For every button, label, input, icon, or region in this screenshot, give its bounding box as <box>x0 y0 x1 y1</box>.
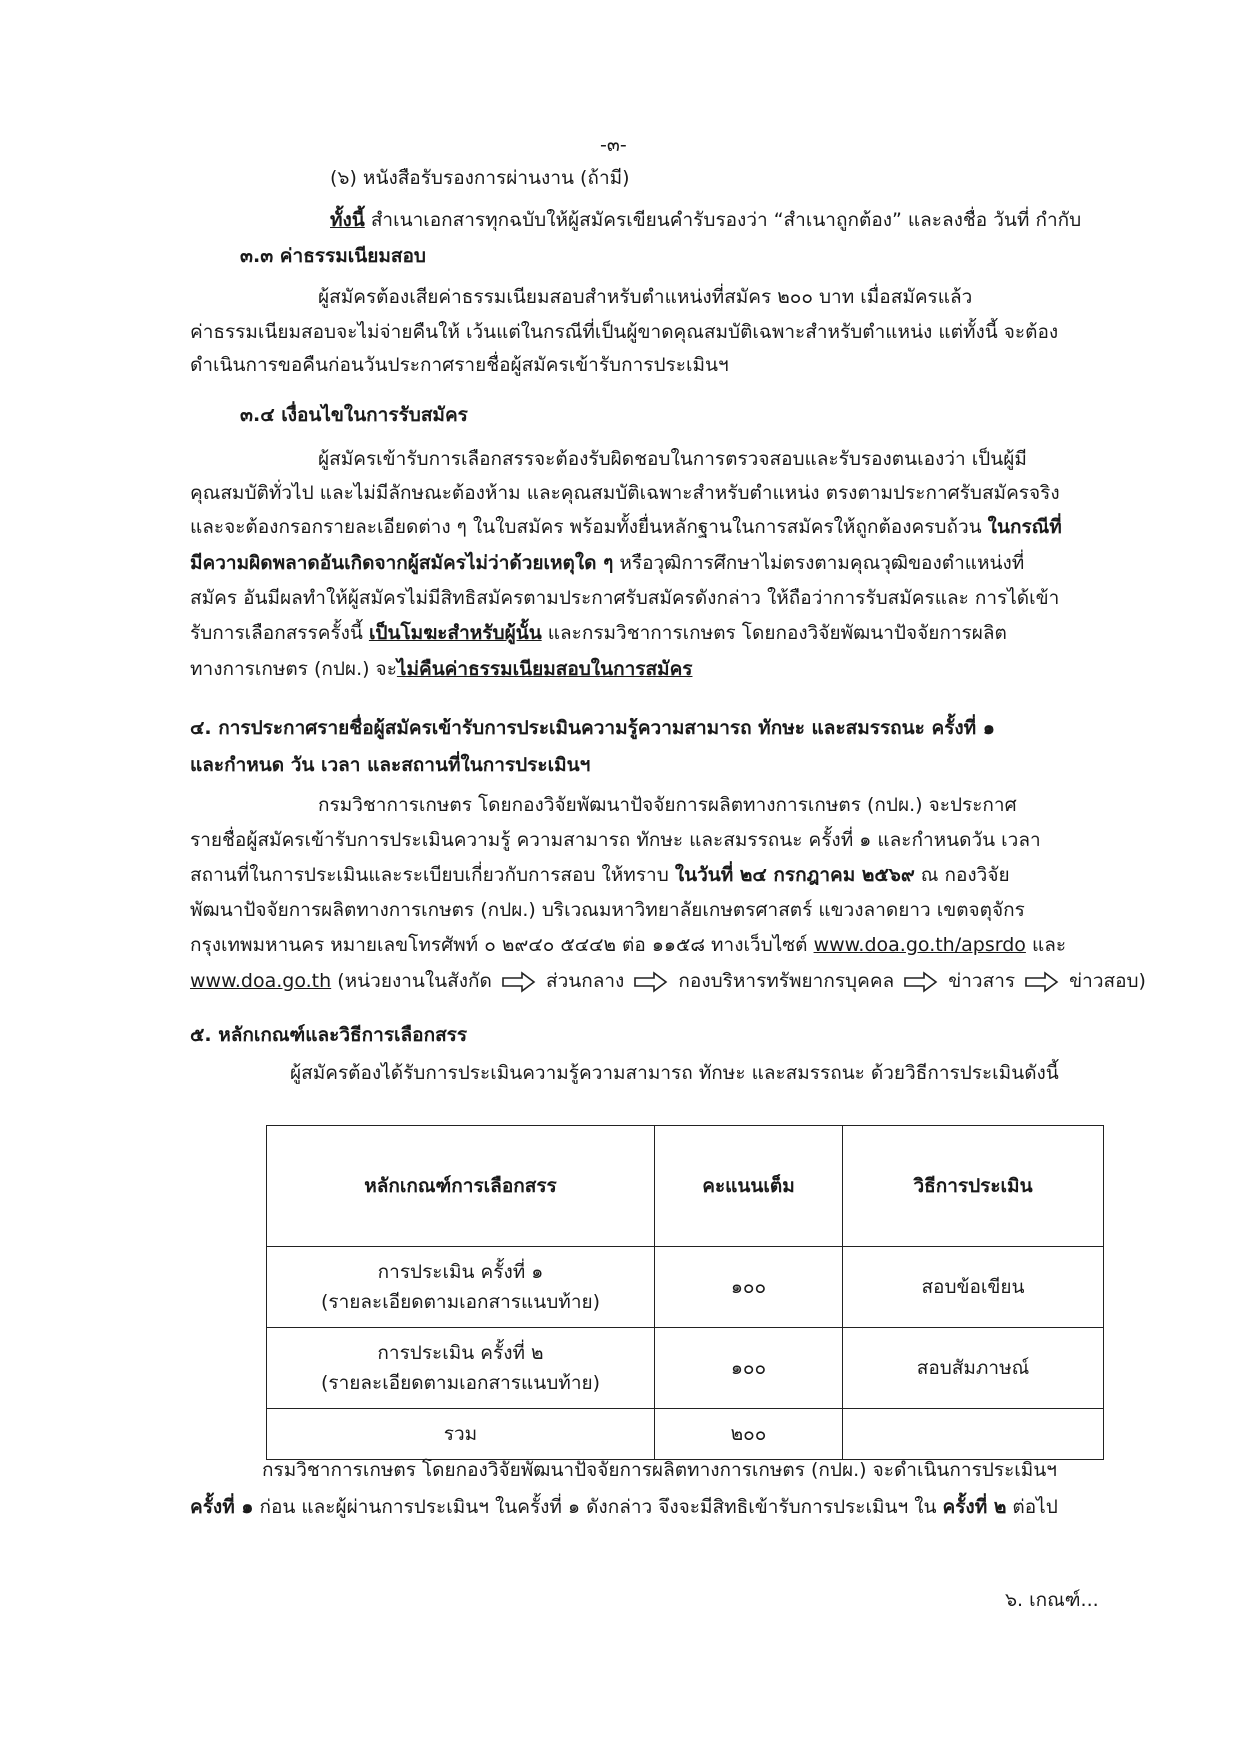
section-3-3-line-2: ค่าธรรมเนียมสอบจะไม่จ่ายคืนให้ เว้นแต่ในกรณีที่เป็นผู้ขาดคุณสมบัติเฉพาะสำหรับตำแหน่ง แต่ทั้งนี้ จะต้อง <box>190 321 1059 343</box>
item-6: (๖) หนังสือรับรองการผ่านงาน (ถ้ามี) <box>330 167 630 189</box>
section-4-line-4: พัฒนาปัจจัยการผลิตทางการเกษตร (กปผ.) บริเวณมหาวิทยาลัยเกษตรศาสตร์ แขวงลาดยาว เขตจตุจักร <box>190 899 1025 921</box>
right-arrow-icon <box>904 971 938 993</box>
section-3-4-line-3 <box>190 512 1062 542</box>
closing-line-2-end: ต่อไป <box>1006 1496 1058 1518</box>
section-3-4-line-5: สมัคร อันมีผลทำให้ผู้สมัครไม่มีสิทธิสมัครตามประกาศรับสมัครดังกล่าว ให้ถือว่าการรับสมัครและ การได้เข้า <box>190 587 1060 609</box>
table-row <box>267 1247 1104 1328</box>
section-4-line-5-end: และ <box>1025 934 1067 956</box>
table-cell-score: ๑๐๐ <box>655 1247 843 1328</box>
section-4-line-2: รายชื่อผู้สมัครเข้ารับการประเมินความรู้ ความสามารถ ทักษะ และสมรรถนะ ครั้งที่ ๑ และกำหนดวัน เวลา <box>190 829 1041 851</box>
table-cell-criteria <box>267 1328 655 1409</box>
table-cell-empty <box>843 1409 1104 1460</box>
section-5-heading: ๕. หลักเกณฑ์และวิธีการเลือกสรร <box>190 1024 468 1046</box>
criteria-note: (รายละเอียดตามเอกสารแนบท้าย) <box>320 1372 601 1394</box>
section-4-date: ในวันที่ ๒๔ กรกฎาคม ๒๕๖๙ <box>674 864 915 886</box>
closing-round-2: ครั้งที่ ๒ <box>942 1496 1007 1518</box>
section-3-4-line-4-text: หรือวุฒิการศึกษาไม่ตรงตามคุณวุฒิของตำแหน่งที่ <box>613 552 1025 574</box>
section-3-3-line-1 <box>318 282 1110 312</box>
section-3-4-line-3-bold: ในกรณีที่ <box>987 516 1062 538</box>
note-lead: ทั้งนี้ <box>330 209 365 231</box>
section-3-4-line-7-text: ทางการเกษตร (กปผ.) จะ <box>190 658 397 680</box>
section-3-4-line-2: คุณสมบัติทั่วไป และไม่มีลักษณะต้องห้าม และคุณสมบัติเฉพาะสำหรับตำแหน่ง ตรงตามประกาศรับสมัครจริง <box>190 482 1060 504</box>
section-4-line-3 <box>190 860 1010 890</box>
criteria-title: การประเมิน ครั้งที่ ๑ <box>377 1261 544 1283</box>
section-4-heading-line-1: ๔. การประกาศรายชื่อผู้สมัครเข้ารับการประเมินความรู้ความสามารถ ทักษะ และสมรรถนะ ครั้งที่ ๑ <box>190 717 995 739</box>
section-3-4-line-1: ผู้สมัครเข้ารับการเลือกสรรจะต้องรับผิดชอบในการตรวจสอบและรับรองตนเองว่า เป็นผู้มี <box>318 448 1027 470</box>
right-arrow-icon <box>1025 971 1059 993</box>
nav-path-step-3: กองบริหารทรัพยากรบุคคล <box>678 970 895 992</box>
section-3-3-heading: ๓.๓ ค่าธรรมเนียมสอบ <box>240 245 426 267</box>
section-5-line-1: ผู้สมัครต้องได้รับการประเมินความรู้ความสามารถ ทักษะ และสมรรถนะ ด้วยวิธีการประเมินดังนี้ <box>290 1062 1059 1084</box>
nav-path-step-5: ข่าวสอบ) <box>1069 970 1146 992</box>
section-3-4-line-6-text-a: รับการเลือกสรรครั้งนี้ <box>190 622 369 644</box>
table-header-method: วิธีการประเมิน <box>843 1126 1104 1247</box>
nav-path-step-4: ข่าวสาร <box>948 970 1016 992</box>
section-3-4-line-6-text-c: และกรมวิชาการเกษตร โดยกองวิจัยพัฒนาปัจจัยการผลิต <box>541 622 1007 644</box>
page-number: -๓- <box>600 134 627 156</box>
table-row-total <box>267 1409 1104 1460</box>
section-4-line-1: กรมวิชาการเกษตร โดยกองวิจัยพัฒนาปัจจัยการผลิตทางการเกษตร (กปผ.) จะประกาศ <box>318 794 1017 816</box>
table-row <box>267 1328 1104 1409</box>
section-3-4-line-4 <box>190 548 1024 578</box>
nav-path-step-1: (หน่วยงานในสังกัด <box>337 970 492 992</box>
table-header-full-score: คะแนนเต็ม <box>655 1126 843 1247</box>
section-4-line-5 <box>190 930 1066 960</box>
section-4-line-6 <box>190 966 1146 996</box>
section-3-4-line-7-bold: ไม่คืนค่าธรรมเนียมสอบในการสมัคร <box>396 658 693 680</box>
section-3-4-line-7 <box>190 654 692 684</box>
next-page-continuation: ๖. เกณฑ์... <box>1005 1589 1099 1611</box>
section-4-heading-line-2: และกำหนด วัน เวลา และสถานที่ในการประเมินฯ <box>190 754 591 776</box>
criteria-table <box>266 1125 1104 1460</box>
table-cell-method: สอบสัมภาษณ์ <box>843 1328 1104 1409</box>
table-cell-criteria <box>267 1247 655 1328</box>
table-cell-total-score: ๒๐๐ <box>655 1409 843 1460</box>
section-3-3-line-3: ดำเนินการขอคืนก่อนวันประกาศรายชื่อผู้สมัครเข้ารับการประเมินฯ <box>190 354 729 376</box>
note-line <box>330 205 1081 235</box>
closing-round-1: ครั้งที่ ๑ <box>190 1496 254 1518</box>
section-3-4-line-4-bold: มีความผิดพลาดอันเกิดจากผู้สมัครไม่ว่าด้วยเหตุใด ๆ <box>190 552 614 574</box>
criteria-note: (รายละเอียดตามเอกสารแนบท้าย) <box>320 1291 601 1313</box>
table-cell-total-label: รวม <box>267 1409 655 1460</box>
table-cell-method: สอบข้อเขียน <box>843 1247 1104 1328</box>
closing-line-2 <box>190 1492 1058 1522</box>
table-header-criteria: หลักเกณฑ์การเลือกสรร <box>267 1126 655 1247</box>
right-arrow-icon <box>502 971 536 993</box>
section-3-4-line-6 <box>190 618 1007 648</box>
section-4-line-5-text: กรุงเทพมหานคร หมายเลขโทรศัพท์ ๐ ๒๙๔๐ ๕๔๔๒ ต่อ ๑๑๕๘ ทางเว็บไซต์ <box>190 934 814 956</box>
section-3-4-line-3-text: และจะต้องกรอกรายละเอียดต่าง ๆ ในใบสมัคร พร้อมทั้งยื่นหลักฐานในการสมัครให้ถูกต้องครบถ้วน <box>190 516 988 538</box>
right-arrow-icon <box>634 971 668 993</box>
apsrdo-website-link[interactable]: www.doa.go.th/apsrdo <box>813 934 1026 956</box>
section-4-line-3-text: สถานที่ในการประเมินและระเบียบเกี่ยวกับการสอบ ให้ทราบ <box>190 864 675 886</box>
closing-line-2-text: ก่อน และผู้ผ่านการประเมินฯ ในครั้งที่ ๑ ดังกล่าว จึงจะมีสิทธิเข้ารับการประเมินฯ ใน <box>253 1496 943 1518</box>
closing-line-1: กรมวิชาการเกษตร โดยกองวิจัยพัฒนาปัจจัยการผลิตทางการเกษตร (กปผ.) จะดำเนินการประเมินฯ <box>262 1459 1057 1481</box>
table-header-row <box>267 1126 1104 1247</box>
nav-path-step-2: ส่วนกลาง <box>545 970 625 992</box>
doa-website-link[interactable]: www.doa.go.th <box>190 970 332 992</box>
section-3-4-heading: ๓.๔ เงื่อนไขในการรับสมัคร <box>240 404 468 426</box>
table-cell-score: ๑๐๐ <box>655 1328 843 1409</box>
section-3-4-line-6-bold: เป็นโมฆะสำหรับผู้นั้น <box>368 622 542 644</box>
criteria-title: การประเมิน ครั้งที่ ๒ <box>377 1342 544 1364</box>
note-text: สำเนาเอกสารทุกฉบับให้ผู้สมัครเขียนคำรับรองว่า “สำเนาถูกต้อง” และลงชื่อ วันที่ กำกับ <box>364 209 1082 231</box>
section-3-3-line-1-text: ผู้สมัครต้องเสียค่าธรรมเนียมสอบสำหรับตำแหน่งที่สมัคร ๒๐๐ บาท เมื่อสมัครแล้ว <box>318 286 973 308</box>
section-4-line-3-end: ณ กองวิจัย <box>914 864 1010 886</box>
